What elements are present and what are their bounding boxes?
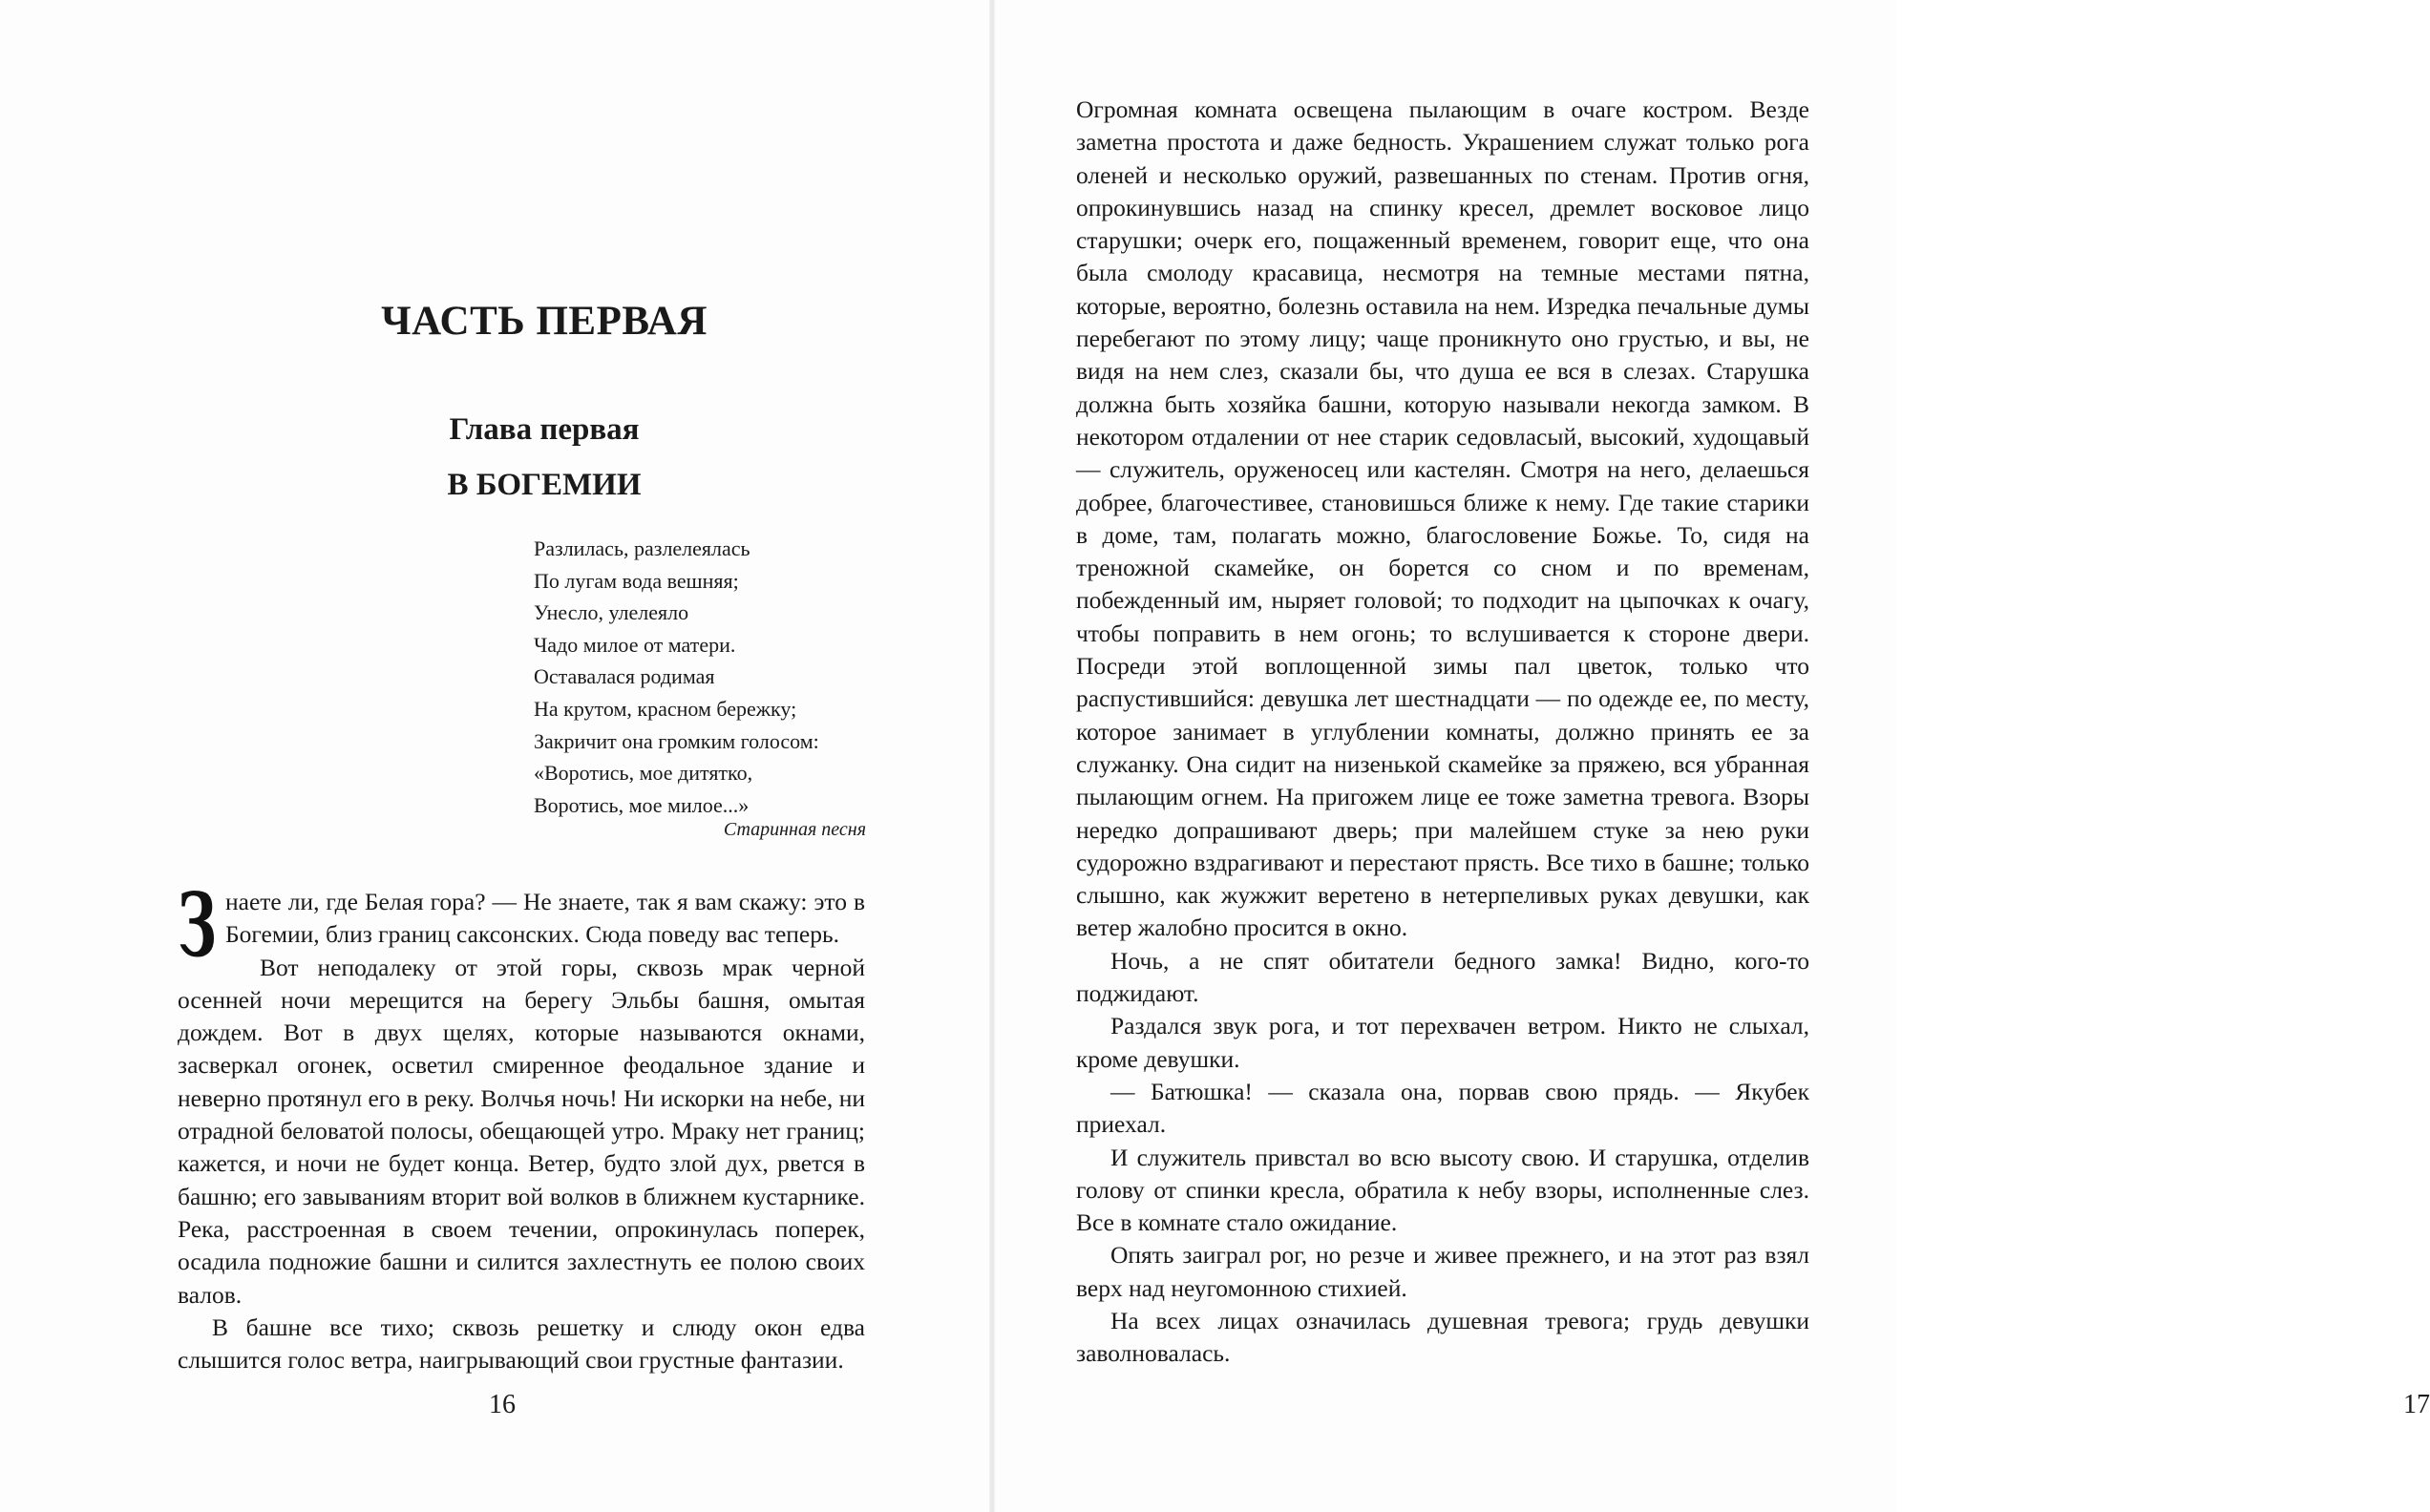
epigraph-line: «Воротись, мое дитятко,: [534, 761, 753, 786]
paragraph: Вот неподалеку от этой горы, сквозь мрак черной осенней ночи мерещится на берегу Эльбы башня, омытая дождем. Вот в двух щелях, которые называются окнами, засверкал огонек, осветил смиренное феодальное здание и неверно протянул его в реку. Волчья ночь! Ни искорки на небе, ни отрадной беловатой полосы, обещающей утро. Мраку нет границ; кажется, и ночи не будет конца. Ветер, будто злой дух, рвется в башню; его завываниям вторит вой волков в ближнем кустарнике. Река, расстроенная в своем течении, опрокинулась поперек, осадила подножие башни и силится захлестнуть ее полою своих валов.: [178, 953, 865, 1309]
epigraph-line: Чадо милое от матери.: [534, 632, 736, 657]
opening-paragraph: [178, 873, 865, 976]
epigraph-line: Закричит она громким голосом:: [534, 728, 819, 753]
epigraph-line: По лугам вода вешняя;: [534, 568, 739, 593]
left-page: [0, 0, 989, 1512]
paragraph: И служитель привстал во всю высоту свою. И старушка, отделив голову от спинки кресла, обратила к небу взоры, исполненные слез. Все в комнате стало ожидание.: [1076, 1143, 1809, 1237]
left-body-text: [178, 873, 865, 1376]
paragraph: Опять заиграл рог, но резче и живее прежнего, и на этот раз взял верх над неугомонною стихией.: [1076, 1241, 1809, 1302]
epigraph: [534, 533, 868, 821]
paragraph: Раздался звук рога, и тот перехвачен ветром. Никто не слыхал, кроме девушки.: [1076, 1012, 1809, 1073]
epigraph-line: Воротись, мое милое...»: [534, 792, 750, 817]
epigraph-line: Оставалася родимая: [534, 664, 715, 689]
epigraph-line: Разлилась, разлелеялась: [534, 536, 750, 560]
chapter-title: Глава первая: [449, 412, 640, 447]
right-page: [995, 0, 2430, 1512]
page-number-left: 16: [489, 1390, 516, 1419]
opening-paragraph-text: наете ли, где Белая гора? — Не знаете, так я вам скажу: это в Богемии, близ границ саксонских. Сюда поведу вас теперь.: [225, 888, 865, 949]
page-number-right: 17: [2403, 1390, 2430, 1419]
paragraph: На всех лицах означилась душевная тревога; грудь девушки заволновалась.: [1076, 1306, 1809, 1368]
part-title: ЧАСТЬ ПЕРВАЯ: [381, 299, 708, 344]
epigraph-source: Старинная песня: [723, 819, 866, 840]
drop-cap: З: [178, 873, 218, 976]
paragraph: Ночь, а не спят обитатели бедного замка! Видно, кого-то поджидают.: [1076, 946, 1809, 1008]
epigraph-line: На крутом, красном бережку;: [534, 696, 797, 721]
epigraph-line: Унесло, улелеяло: [534, 600, 689, 625]
paragraph: В башне все тихо; сквозь решетку и слюду окон едва слышится голос ветра, наигрывающий свои грустные фантазии.: [178, 1312, 865, 1375]
right-body-text: [1076, 94, 1809, 1371]
chapter-subtitle: В БОГЕМИИ: [447, 468, 642, 502]
paragraph: — Батюшка! — сказала она, порвав свою прядь. — Якубек приехал.: [1076, 1077, 1809, 1139]
paragraph: Огромная комната освещена пылающим в очаге костром. Везде заметна простота и даже бедность. Украшением служат только рога оленей и несколько оружий, развешанных по стенам. Против огня, опрокинувшись назад на спинку кресел, дремлет восковое лицо старушки; очерк его, пощаженный временем, говорит еще, что она была смолоду красавица, несмотря на темные местами пятна, которые, вероятно, болезнь оставила на нем. Изредка печальные думы перебегают по этому лицу; чаще проникнуто оно грустью, и вы, не видя на нем слез, сказали бы, что душа ее вся в слезах. Старушка должна быть хозяйка башни, которую называли некогда замком. В некотором отдалении от нее старик седовласый, высокий, худощавый — служитель, оруженосец или кастелян. Смотря на него, делаешься добрее, благочестивее, становишься ближе к нему. Где такие старики в доме, там, полагать можно, благословение Божье. То, сидя на треножной скамейке, он борется со сном и по временам, побежденный им, ныряет головой; то подходит на цыпочках к очагу, чтобы поправить в нем огонь; то вслушивается к стороне двери. Посреди этой воплощенной зимы пал цветок, только что распустившийся: девушка лет шестнадцати — по одежде ее, по месту, которое занимает в углублении комнаты, должно принять ее за служанку. Она сидит на низенькой скамейке за пряжею, вся убранная пылающим огнем. На пригожем лице ее тоже заметна тревога. Взоры нередко допрашивают дверь; при малейшем стуке за нею руки судорожно вздрагивают и перестают прясть. Все тихо в башне; только слышно, как жужжит веретено в нетерпеливых руках девушки, как ветер жалобно просится в окно.: [1076, 95, 1809, 942]
